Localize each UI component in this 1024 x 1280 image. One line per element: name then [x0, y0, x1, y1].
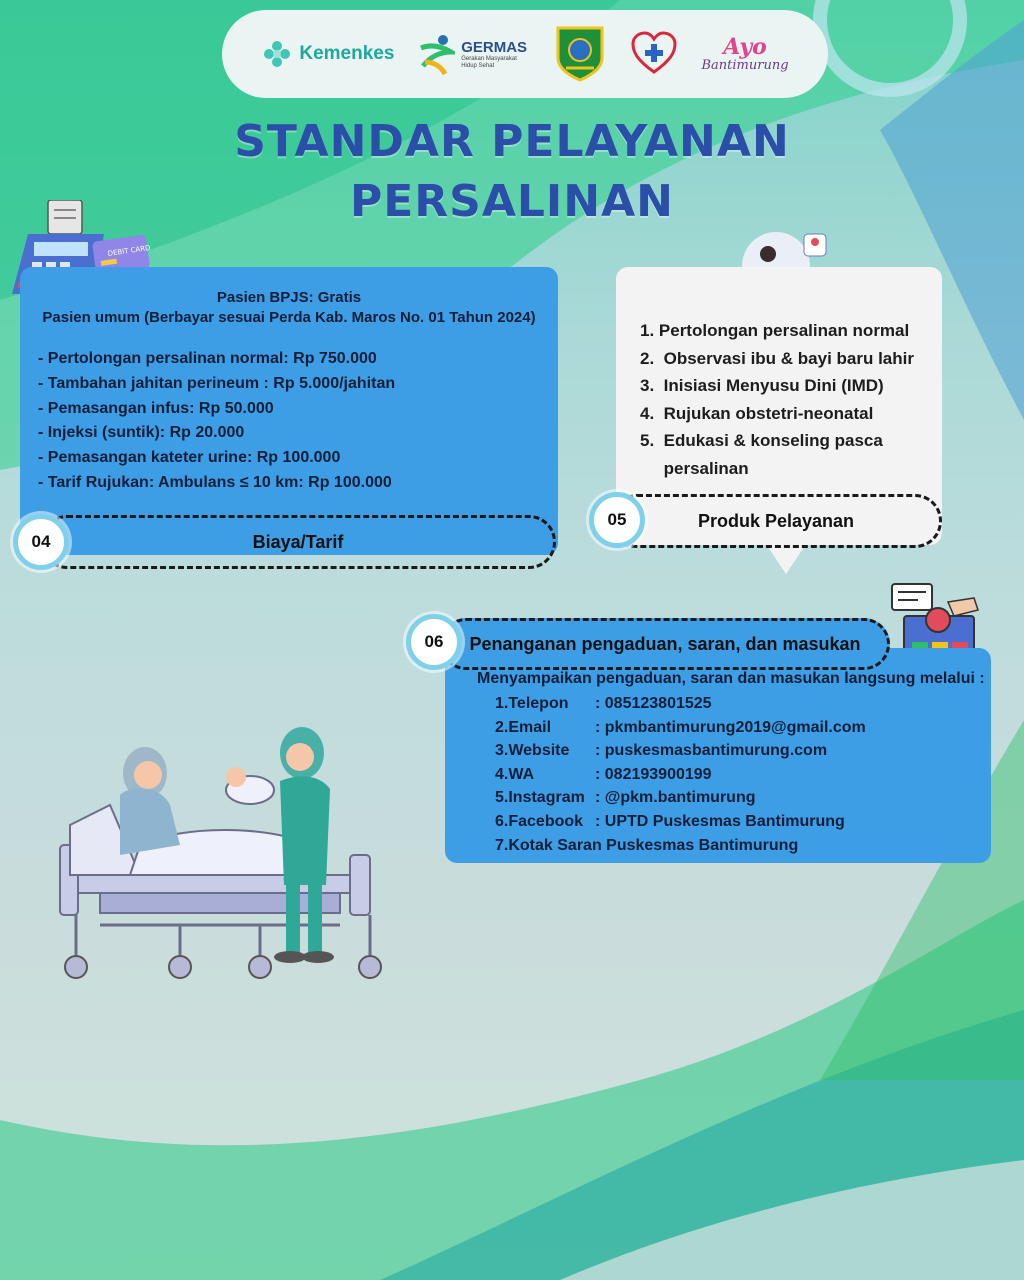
cost-item: - Tarif Rujukan: Ambulans ≤ 10 km: Rp 100.000 [38, 473, 392, 491]
contact-suggestion-box [495, 834, 866, 858]
page-title-line1: STANDAR PELAYANAN [234, 116, 790, 167]
contact-value: : UPTD Puskesmas Bantimurung [595, 812, 845, 830]
debit-card-text: DEBIT CARD [107, 243, 151, 258]
product-item: 2. Observasi ibu & bayi baru lahir [640, 348, 914, 368]
contact-wa [495, 763, 866, 787]
product-item: 5. Edukasi & konseling pasca [640, 431, 883, 451]
section-number-04: 04 [13, 514, 69, 570]
product-label: Produk Pelayanan [697, 510, 855, 531]
complaint-label: Penanganan pengaduan, saran, dan masukan [469, 633, 861, 654]
cost-item: - Pemasangan infus: Rp 50.000 [38, 399, 274, 417]
contact-list [495, 692, 866, 857]
complaint-card [445, 648, 991, 863]
cost-item: - Pertolongan persalinan normal: Rp 750.000 [38, 350, 377, 367]
logo-bar [222, 10, 828, 98]
product-item: 4. Rujukan obstetri-neonatal [640, 403, 874, 423]
contact-key: 2.Email [495, 718, 552, 736]
complaint-intro: Menyampaikan pengaduan, saran dan masukan langsung melalui : [477, 670, 985, 687]
cost-card [20, 267, 558, 555]
contact-value: : 085123801525 [595, 695, 712, 712]
product-item: 1. Pertolongan persalinan normal [640, 321, 910, 340]
ayo-wordmark: Ayo [723, 33, 767, 60]
heart-cross-icon [629, 28, 679, 80]
contact-phone [495, 692, 866, 716]
cost-label: Biaya/Tarif [252, 531, 344, 552]
contact-instagram [495, 786, 866, 810]
contact-key: 3.Website [495, 742, 570, 760]
germas-logo [417, 32, 531, 76]
contact-key: 6.Facebook [495, 812, 584, 830]
germas-icon [417, 32, 455, 76]
product-list [640, 317, 914, 483]
contact-key: 4.WA [495, 765, 535, 783]
germas-wordmark: GERMAS [461, 38, 528, 56]
cost-item: - Pemasangan kateter urine: Rp 100.000 [38, 449, 341, 467]
cost-item: - Tambahan jahitan perineum : Rp 5.000/jahitan [38, 374, 396, 392]
cost-heading-bpjs: Pasien BPJS: Gratis [216, 289, 362, 306]
ayo-bantimurung-logo [701, 33, 789, 73]
childbirth-illustration [50, 725, 390, 985]
kemenkes-wordmark: Kemenkes [299, 43, 395, 64]
contact-value: : 082193900199 [595, 765, 712, 783]
regency-shield-icon [554, 24, 606, 84]
cost-item: - Injeksi (suntik): Rp 20.000 [38, 424, 245, 442]
section-number-05: 05 [589, 492, 645, 548]
complaint-label-pill [440, 618, 890, 670]
contact-email [495, 716, 866, 740]
contact-key: 5.Instagram [495, 789, 585, 807]
contact-website [495, 739, 866, 763]
maros-regency-emblem [554, 24, 606, 84]
contact-value: : @pkm.bantimurung [595, 789, 756, 807]
kemenkes-logo [261, 38, 394, 70]
contact-value: : pkmbantimurung2019@gmail.com [595, 718, 866, 736]
product-item: persalinan [640, 458, 749, 478]
product-label-pill [610, 494, 942, 548]
page-title-line2: PERSALINAN [349, 176, 675, 227]
germas-subtitle: Gerakan Masyarakat Hidup Sehat [461, 55, 517, 69]
kemenkes-icon [261, 38, 293, 70]
product-item: 3. Inisiasi Menyusu Dini (IMD) [640, 376, 884, 396]
bantimurung-wordmark: Bantimurung [701, 57, 789, 73]
cost-label-pill [40, 515, 556, 569]
contact-value: : puskesmasbantimurung.com [595, 742, 828, 760]
contact-key: 7.Kotak Saran Puskesmas Bantimurung [495, 836, 799, 854]
contact-key: 1.Telepon [495, 695, 569, 712]
contact-facebook [495, 810, 866, 834]
puskesmas-logo [629, 28, 679, 80]
speech-pointer [766, 544, 806, 574]
cost-list [38, 347, 395, 496]
section-number-06: 06 [406, 614, 462, 670]
cost-heading-umum: Pasien umum (Berbayar sesuai Perda Kab. Maros No. 01 Tahun 2024) [42, 309, 536, 326]
